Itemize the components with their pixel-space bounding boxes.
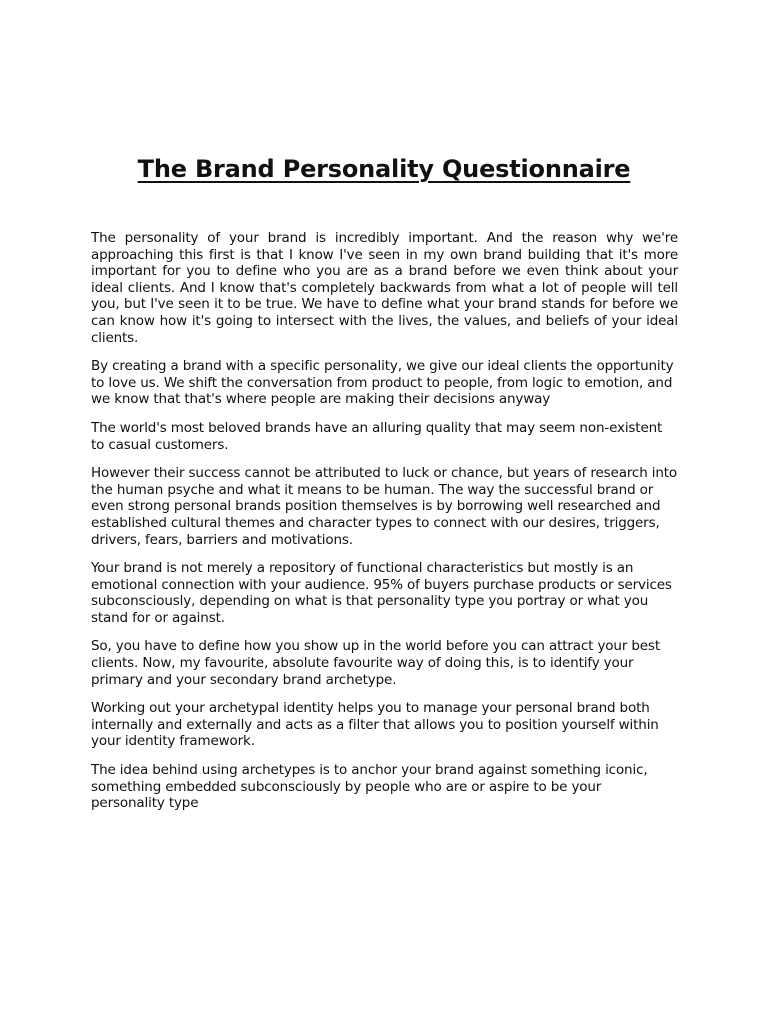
paragraph-emotional-connection: Your brand is not merely a repository of functional characteristics but mostly is an emotional connection with your audience. 95% of buyers purchase products or services subconsciously, depending on what is that personality type you portray or what you stand for or against. bbox=[91, 560, 672, 626]
document-body bbox=[91, 230, 678, 824]
paragraph-archetypes-idea: The idea behind using archetypes is to anchor your brand against something iconic, something embedded subconsciously by people who are or aspire to be your personality type bbox=[91, 762, 648, 812]
paragraph-brand-personality-intro: The personality of your brand is incredibly important. And the reason why we're approaching this first is that I know I've seen in my own brand building that it's more important for you to define who you are as a brand before we even think about your ideal clients. And I know that's completely backwards from what a lot of people will tell you, but I've seen it to be true. We have to define what your brand stands for before we can know how it's going to intersect with the lives, the values, and beliefs of your ideal clients. bbox=[91, 230, 678, 346]
paragraph-define-yourself: So, you have to define how you show up in the world before you can attract your best clients. Now, my favourite, absolute favourite way of doing this, is to identify your primary and your secondary brand archetype. bbox=[91, 638, 660, 688]
paragraph-specific-personality: By creating a brand with a specific personality, we give our ideal clients the opportunity to love us. We shift the conversation from product to people, from logic to emotion, and we know that that's where people are making their decisions anyway bbox=[91, 358, 674, 408]
paragraph-archetypal-identity: Working out your archetypal identity helps you to manage your personal brand both internally and externally and acts as a filter that allows you to position yourself within your identity framework. bbox=[91, 700, 659, 750]
page-title: The Brand Personality Questionnaire bbox=[137, 155, 631, 183]
paragraph-beloved-brands: The world's most beloved brands have an alluring quality that may seem non-existent to casual customers. bbox=[91, 419, 663, 453]
paragraph-success-research: However their success cannot be attributed to luck or chance, but years of research into the human psyche and what it means to be human. The way the successful brand or even strong personal brands position themselves is by borrowing well researched and established cultural themes and character types to connect with our desires, triggers, drivers, fears, barriers and motivations. bbox=[91, 465, 678, 548]
